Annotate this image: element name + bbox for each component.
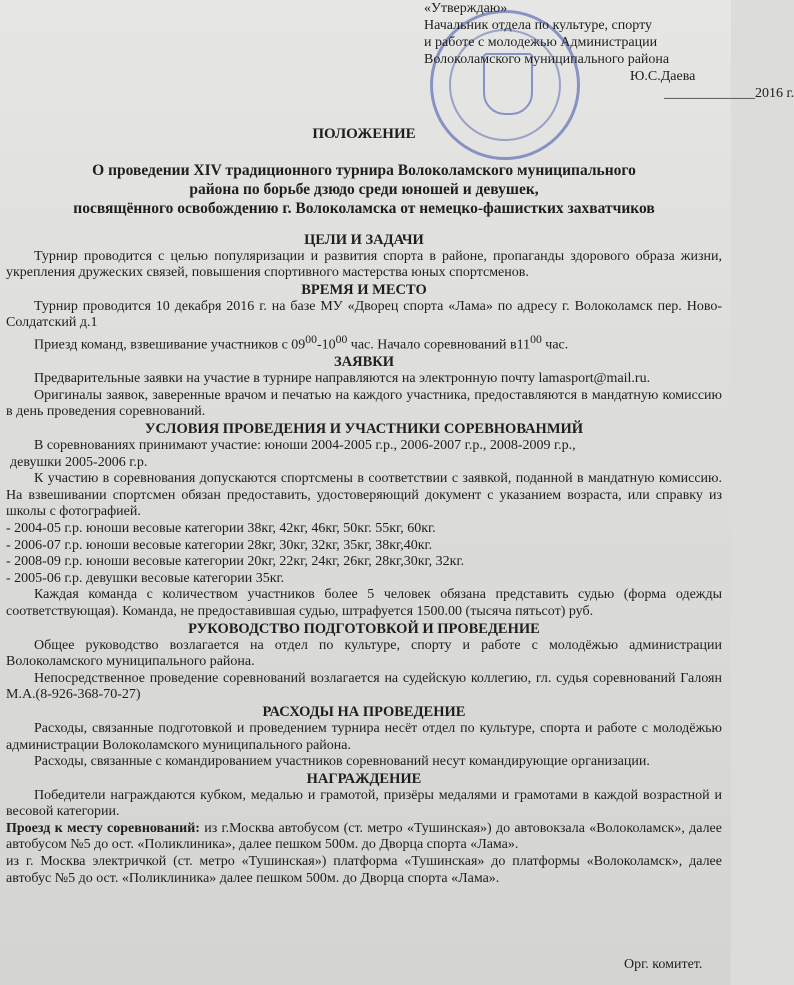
expenses-paragraph-1: Расходы, связанные подготовкой и проведением турнира несёт отдел по культуре, спорта и работе с молодёжью администрации Волоколамского муниципального района. [6,720,722,753]
management-paragraph-1: Общее руководство возлагается на отдел по культуре, спорту и работе с молодёжью администрации Волоколамского муниципального района. [6,637,722,670]
arrival-text-a: Приезд команд, взвешивание участников с 09 [34,337,306,353]
applications-paragraph-1: Предварительные заявки на участие в турнире направляются на электронную почту lamasport@mail.ru. [34,371,651,387]
subtitle-line1: О проведении XIV традиционного турнира Волоколамского муниципального [92,161,636,179]
arrival-text-b: -10 [316,337,336,353]
arrival-sup-1: 00 [305,332,317,346]
approval-heading: «Утверждаю» [424,1,508,16]
conditions-judge: Каждая команда с количеством участников более 5 человек обязана представить судью (форма одежды соответствующая). Команда, не предоставившая судью, штрафуется 1500.00 (тысяча пятьсот) руб. [6,587,722,619]
section-heading-conditions: УСЛОВИЯ ПРОВЕДЕНИЯ И УЧАСТНИКИ СОРЕВНОВАНМИЙ [144,421,584,437]
weight-category-2: - 2006-07 г.р. юноши весовые категории 28кг, 30кг, 32кг, 35кг, 38кг,40кг. [6,537,433,553]
goals-paragraph: Турнир проводится с целью популяризации и развития спорта в районе, пропаганды здорового образа жизни, укрепления дружеских связей, повышения спортивного мастерства юных спортсменов. [6,248,722,281]
conditions-participants: В соревнованиях принимают участие: юноши 2004-2005 г.р., 2006-2007 г.р., 2008-2009 г.р., [34,438,576,453]
section-heading-goals: ЦЕЛИ И ЗАДАЧИ [304,231,424,248]
route-text-1: из г.Москва автобусом (ст. метро «Тушинская») до автовокзала «Волоколамск», далее автобусом №5 до ост. «Поликлиника», далее пешком 500м. до Дворца спорта «Лама». [6,820,722,853]
arrival-paragraph [6,332,722,354]
section-heading-management: РУКОВОДСТВО ПОДГОТОВКОЙ И ПРОВЕДЕНИЕ [188,620,540,637]
route-paragraph-1 [6,821,722,854]
approval-signature: Ю.С.Даева [630,69,696,84]
section-heading-applications: ЗАЯВКИ [333,354,395,371]
document-subtitle [6,161,722,218]
section-heading-awards: НАГРАЖДЕНИЕ [306,770,422,787]
subtitle-line2: района по борьбе дзюдо среди юношей и девушек, [189,180,539,198]
weight-category-4: - 2005-06 г.р. девушки весовые категории 35кг. [6,570,285,586]
weight-category-3: - 2008-09 г.р. юноши весовые категории 20кг, 22кг, 24кг, 26кг, 28кг,30кг, 32кг. [6,554,465,570]
document-body [6,122,722,887]
conditions-admission: К участию в соревнования допускаются спортсмены в соответствии с заявкой, поданной в мандатную комиссию. На взвешивании спортсмен обязан предоставить, удостоверяющий документ с указанием возраста, или справку из школы с фотографией. [6,471,722,520]
route-label: Проезд к месту соревнований: [6,820,200,836]
organizing-committee: Орг. комитет. [624,957,703,972]
conditions-girls: девушки 2005-2006 г.р. [10,454,148,470]
expenses-paragraph-2: Расходы, связанные с командированием участников соревнований несут командирующие организации. [34,754,650,770]
arrival-sup-2: 00 [335,332,348,346]
applications-paragraph-2: Оригиналы заявок, заверенные врачом и печатью на каждого участника, предоставляются в мандатную комиссию в день проведения соревнований. [6,387,722,420]
section-heading-time: ВРЕМЯ И МЕСТО [301,281,427,298]
approval-date: _____________2016 г. [664,86,794,101]
arrival-text-d: час. [541,337,569,353]
time-paragraph: Турнир проводится 10 декабря 2016 г. на базе МУ «Дворец спорта «Лама» по адресу г. Волоколамск пер. Ново-Солдатский д.1 [6,298,722,331]
approval-position-line2: и работе с молодежью Администрации [424,35,658,50]
subtitle-line3: посвящённого освобождению г. Волоколамска от немецко-фашистких захватчиков [73,199,655,217]
approval-block [424,0,794,102]
awards-paragraph: Победители награждаются кубком, медалью и грамотой, призёры медалями и грамотами в каждой возрастной и весовой категории. [6,787,722,820]
arrival-text-c: час. Начало соревнований в11 [347,337,531,353]
route-paragraph-2: из г. Москва электричкой (ст. метро «Тушинская») платформа «Тушинская» до платформы «Волоколамск», далее автобус №5 до ост. «Поликлиника» далее пешком 500м. до Дворца спорта «Лама». [6,854,722,886]
weight-category-1: - 2004-05 г.р. юноши весовые категории 38кг, 42кг, 46кг, 50кг. 55кг, 60кг. [6,520,436,536]
arrival-sup-3: 00 [530,332,542,346]
section-heading-expenses: РАСХОДЫ НА ПРОВЕДЕНИЕ [262,703,466,720]
document-title: ПОЛОЖЕНИЕ [312,126,416,142]
management-paragraph-2: Непосредственное проведение соревнований возлагается на судейскую коллегию, гл. судья соревнований Галоян М.А.(8-926-368-70-27) [6,670,722,703]
approval-position-line1: Начальник отдела по культуре, спорту [424,18,653,33]
approval-position-line3: Волоколамского муниципального района [424,52,670,67]
